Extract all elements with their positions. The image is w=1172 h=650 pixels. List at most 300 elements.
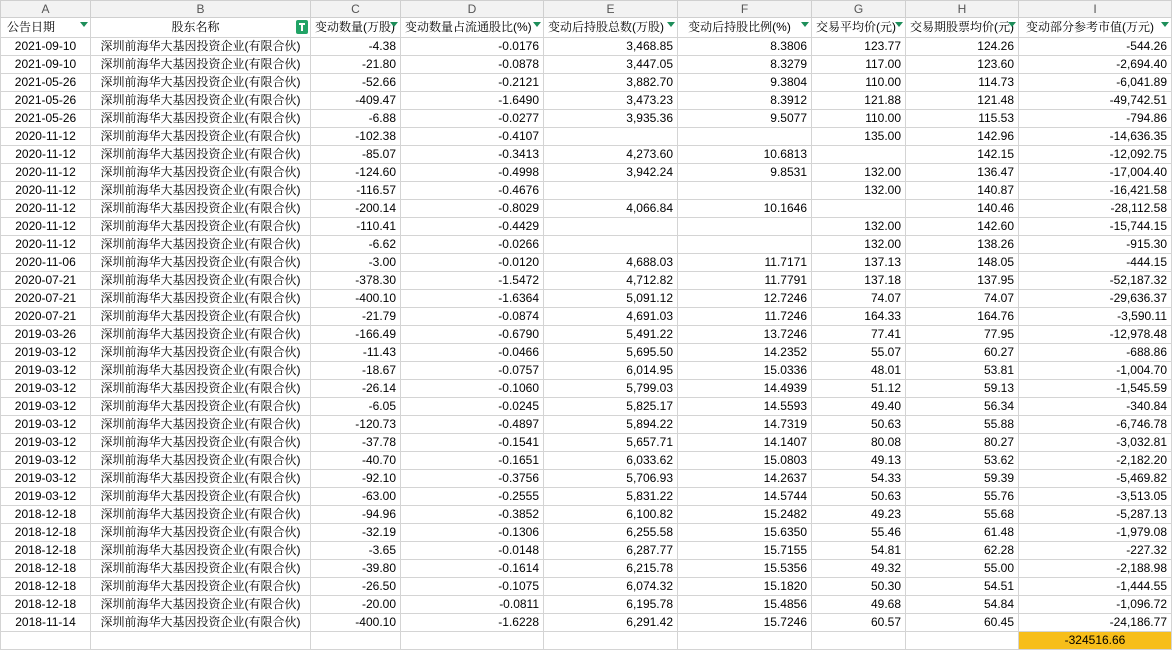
cell-change-qty[interactable]: -40.70 bbox=[311, 452, 401, 470]
total-sum-cell[interactable]: -324516.66 bbox=[1019, 632, 1172, 650]
cell-holder-name[interactable]: 深圳前海华大基因投资企业(有限合伙) bbox=[91, 488, 311, 506]
empty-cell[interactable] bbox=[1, 632, 91, 650]
cell-change-ratio[interactable]: -0.3756 bbox=[401, 470, 544, 488]
cell-change-ratio[interactable]: -0.0148 bbox=[401, 542, 544, 560]
cell-period-avg-price[interactable]: 74.07 bbox=[906, 290, 1019, 308]
cell-total-after[interactable]: 4,712.82 bbox=[544, 272, 678, 290]
cell-market-value[interactable]: -1,096.72 bbox=[1019, 596, 1172, 614]
cell-total-after[interactable]: 5,706.93 bbox=[544, 470, 678, 488]
cell-change-ratio[interactable]: -0.0120 bbox=[401, 254, 544, 272]
filter-dropdown-icon[interactable] bbox=[533, 22, 541, 27]
cell-holder-name[interactable]: 深圳前海华大基因投资企业(有限合伙) bbox=[91, 254, 311, 272]
cell-period-avg-price[interactable]: 142.60 bbox=[906, 218, 1019, 236]
cell-ratio-after[interactable]: 14.1407 bbox=[678, 434, 812, 452]
header-cell-avg-price[interactable] bbox=[812, 18, 906, 38]
cell-ratio-after[interactable]: 14.2352 bbox=[678, 344, 812, 362]
cell-holder-name[interactable]: 深圳前海华大基因投资企业(有限合伙) bbox=[91, 560, 311, 578]
cell-ratio-after[interactable]: 8.3912 bbox=[678, 92, 812, 110]
cell-change-qty[interactable]: -6.62 bbox=[311, 236, 401, 254]
cell-period-avg-price[interactable]: 62.28 bbox=[906, 542, 1019, 560]
cell-holder-name[interactable]: 深圳前海华大基因投资企业(有限合伙) bbox=[91, 182, 311, 200]
cell-ratio-after[interactable]: 14.7319 bbox=[678, 416, 812, 434]
cell-market-value[interactable]: -794.86 bbox=[1019, 110, 1172, 128]
cell-market-value[interactable]: -12,092.75 bbox=[1019, 146, 1172, 164]
cell-total-after[interactable]: 6,033.62 bbox=[544, 452, 678, 470]
cell-change-ratio[interactable]: -1.5472 bbox=[401, 272, 544, 290]
cell-period-avg-price[interactable]: 142.15 bbox=[906, 146, 1019, 164]
cell-change-ratio[interactable]: -0.6790 bbox=[401, 326, 544, 344]
cell-change-qty[interactable]: -378.30 bbox=[311, 272, 401, 290]
cell-period-avg-price[interactable]: 123.60 bbox=[906, 56, 1019, 74]
cell-market-value[interactable]: -6,041.89 bbox=[1019, 74, 1172, 92]
header-cell-change-qty[interactable] bbox=[311, 18, 401, 38]
cell-ratio-after[interactable]: 11.7791 bbox=[678, 272, 812, 290]
column-letter-g[interactable]: G bbox=[812, 1, 906, 18]
cell-total-after[interactable]: 5,831.22 bbox=[544, 488, 678, 506]
cell-change-qty[interactable]: -6.88 bbox=[311, 110, 401, 128]
cell-date[interactable]: 2021-05-26 bbox=[1, 74, 91, 92]
cell-market-value[interactable]: -1,979.08 bbox=[1019, 524, 1172, 542]
cell-change-ratio[interactable]: -0.1306 bbox=[401, 524, 544, 542]
cell-holder-name[interactable]: 深圳前海华大基因投资企业(有限合伙) bbox=[91, 164, 311, 182]
cell-avg-price[interactable]: 49.68 bbox=[812, 596, 906, 614]
cell-change-ratio[interactable]: -0.1651 bbox=[401, 452, 544, 470]
cell-avg-price[interactable]: 54.33 bbox=[812, 470, 906, 488]
cell-total-after[interactable]: 3,882.70 bbox=[544, 74, 678, 92]
cell-avg-price[interactable] bbox=[812, 200, 906, 218]
cell-period-avg-price[interactable]: 53.81 bbox=[906, 362, 1019, 380]
cell-change-ratio[interactable]: -1.6228 bbox=[401, 614, 544, 632]
cell-total-after[interactable]: 3,468.85 bbox=[544, 38, 678, 56]
cell-avg-price[interactable]: 132.00 bbox=[812, 218, 906, 236]
cell-date[interactable]: 2020-07-21 bbox=[1, 290, 91, 308]
cell-market-value[interactable]: -3,032.81 bbox=[1019, 434, 1172, 452]
cell-avg-price[interactable]: 80.08 bbox=[812, 434, 906, 452]
cell-market-value[interactable]: -1,444.55 bbox=[1019, 578, 1172, 596]
cell-change-qty[interactable]: -400.10 bbox=[311, 290, 401, 308]
cell-ratio-after[interactable]: 15.7246 bbox=[678, 614, 812, 632]
cell-market-value[interactable]: -688.86 bbox=[1019, 344, 1172, 362]
cell-period-avg-price[interactable]: 124.26 bbox=[906, 38, 1019, 56]
filter-dropdown-icon[interactable] bbox=[801, 22, 809, 27]
header-cell-period-avg-price[interactable] bbox=[906, 18, 1019, 38]
cell-avg-price[interactable]: 121.88 bbox=[812, 92, 906, 110]
cell-holder-name[interactable]: 深圳前海华大基因投资企业(有限合伙) bbox=[91, 416, 311, 434]
cell-holder-name[interactable]: 深圳前海华大基因投资企业(有限合伙) bbox=[91, 38, 311, 56]
cell-total-after[interactable]: 3,935.36 bbox=[544, 110, 678, 128]
cell-market-value[interactable]: -5,287.13 bbox=[1019, 506, 1172, 524]
cell-market-value[interactable]: -15,744.15 bbox=[1019, 218, 1172, 236]
cell-avg-price[interactable]: 49.40 bbox=[812, 398, 906, 416]
cell-total-after[interactable] bbox=[544, 236, 678, 254]
cell-ratio-after[interactable]: 9.3804 bbox=[678, 74, 812, 92]
header-cell-change-ratio[interactable] bbox=[401, 18, 544, 38]
cell-date[interactable]: 2018-11-14 bbox=[1, 614, 91, 632]
cell-ratio-after[interactable]: 15.4856 bbox=[678, 596, 812, 614]
cell-change-qty[interactable]: -400.10 bbox=[311, 614, 401, 632]
cell-change-ratio[interactable]: -0.8029 bbox=[401, 200, 544, 218]
cell-holder-name[interactable]: 深圳前海华大基因投资企业(有限合伙) bbox=[91, 56, 311, 74]
cell-period-avg-price[interactable]: 136.47 bbox=[906, 164, 1019, 182]
cell-period-avg-price[interactable]: 140.87 bbox=[906, 182, 1019, 200]
cell-total-after[interactable]: 3,942.24 bbox=[544, 164, 678, 182]
cell-holder-name[interactable]: 深圳前海华大基因投资企业(有限合伙) bbox=[91, 596, 311, 614]
cell-change-ratio[interactable]: -0.1614 bbox=[401, 560, 544, 578]
empty-cell[interactable] bbox=[91, 632, 311, 650]
column-letter-e[interactable]: E bbox=[544, 1, 678, 18]
cell-avg-price[interactable]: 110.00 bbox=[812, 74, 906, 92]
cell-period-avg-price[interactable]: 138.26 bbox=[906, 236, 1019, 254]
cell-change-ratio[interactable]: -0.4429 bbox=[401, 218, 544, 236]
cell-period-avg-price[interactable]: 54.51 bbox=[906, 578, 1019, 596]
cell-change-ratio[interactable]: -0.0811 bbox=[401, 596, 544, 614]
cell-date[interactable]: 2019-03-12 bbox=[1, 380, 91, 398]
filter-active-icon[interactable] bbox=[296, 20, 308, 34]
cell-holder-name[interactable]: 深圳前海华大基因投资企业(有限合伙) bbox=[91, 110, 311, 128]
cell-avg-price[interactable]: 123.77 bbox=[812, 38, 906, 56]
cell-total-after[interactable]: 4,273.60 bbox=[544, 146, 678, 164]
cell-total-after[interactable]: 4,691.03 bbox=[544, 308, 678, 326]
cell-holder-name[interactable]: 深圳前海华大基因投资企业(有限合伙) bbox=[91, 344, 311, 362]
cell-total-after[interactable]: 6,287.77 bbox=[544, 542, 678, 560]
cell-period-avg-price[interactable]: 115.53 bbox=[906, 110, 1019, 128]
cell-ratio-after[interactable] bbox=[678, 128, 812, 146]
cell-market-value[interactable]: -2,188.98 bbox=[1019, 560, 1172, 578]
cell-holder-name[interactable]: 深圳前海华大基因投资企业(有限合伙) bbox=[91, 506, 311, 524]
cell-ratio-after[interactable]: 14.4939 bbox=[678, 380, 812, 398]
cell-holder-name[interactable]: 深圳前海华大基因投资企业(有限合伙) bbox=[91, 362, 311, 380]
cell-market-value[interactable]: -14,636.35 bbox=[1019, 128, 1172, 146]
cell-change-ratio[interactable]: -0.0757 bbox=[401, 362, 544, 380]
column-letter-i[interactable]: I bbox=[1019, 1, 1172, 18]
cell-ratio-after[interactable]: 13.7246 bbox=[678, 326, 812, 344]
cell-avg-price[interactable]: 164.33 bbox=[812, 308, 906, 326]
cell-ratio-after[interactable]: 15.5356 bbox=[678, 560, 812, 578]
cell-avg-price[interactable]: 132.00 bbox=[812, 182, 906, 200]
cell-date[interactable]: 2018-12-18 bbox=[1, 506, 91, 524]
cell-avg-price[interactable]: 51.12 bbox=[812, 380, 906, 398]
cell-total-after[interactable]: 5,799.03 bbox=[544, 380, 678, 398]
cell-date[interactable]: 2019-03-12 bbox=[1, 398, 91, 416]
cell-period-avg-price[interactable]: 59.39 bbox=[906, 470, 1019, 488]
cell-date[interactable]: 2020-11-12 bbox=[1, 128, 91, 146]
cell-market-value[interactable]: -29,636.37 bbox=[1019, 290, 1172, 308]
header-cell-market-value[interactable] bbox=[1019, 18, 1172, 38]
cell-avg-price[interactable]: 110.00 bbox=[812, 110, 906, 128]
cell-market-value[interactable]: -227.32 bbox=[1019, 542, 1172, 560]
cell-ratio-after[interactable]: 8.3279 bbox=[678, 56, 812, 74]
cell-ratio-after[interactable]: 10.6813 bbox=[678, 146, 812, 164]
cell-change-qty[interactable]: -116.57 bbox=[311, 182, 401, 200]
cell-ratio-after[interactable]: 15.2482 bbox=[678, 506, 812, 524]
cell-avg-price[interactable]: 135.00 bbox=[812, 128, 906, 146]
cell-period-avg-price[interactable]: 77.95 bbox=[906, 326, 1019, 344]
cell-change-ratio[interactable]: -0.4107 bbox=[401, 128, 544, 146]
cell-market-value[interactable]: -28,112.58 bbox=[1019, 200, 1172, 218]
cell-market-value[interactable]: -444.15 bbox=[1019, 254, 1172, 272]
cell-period-avg-price[interactable]: 148.05 bbox=[906, 254, 1019, 272]
cell-holder-name[interactable]: 深圳前海华大基因投资企业(有限合伙) bbox=[91, 380, 311, 398]
cell-avg-price[interactable]: 55.46 bbox=[812, 524, 906, 542]
cell-period-avg-price[interactable]: 121.48 bbox=[906, 92, 1019, 110]
cell-change-ratio[interactable]: -0.0176 bbox=[401, 38, 544, 56]
filter-dropdown-icon[interactable] bbox=[667, 22, 675, 27]
cell-change-ratio[interactable]: -0.4676 bbox=[401, 182, 544, 200]
cell-avg-price[interactable]: 77.41 bbox=[812, 326, 906, 344]
cell-holder-name[interactable]: 深圳前海华大基因投资企业(有限合伙) bbox=[91, 524, 311, 542]
cell-total-after[interactable] bbox=[544, 182, 678, 200]
cell-ratio-after[interactable]: 10.1646 bbox=[678, 200, 812, 218]
cell-total-after[interactable]: 5,657.71 bbox=[544, 434, 678, 452]
cell-date[interactable]: 2019-03-12 bbox=[1, 470, 91, 488]
cell-holder-name[interactable]: 深圳前海华大基因投资企业(有限合伙) bbox=[91, 200, 311, 218]
cell-total-after[interactable]: 4,066.84 bbox=[544, 200, 678, 218]
cell-change-qty[interactable]: -3.65 bbox=[311, 542, 401, 560]
filter-dropdown-icon[interactable] bbox=[80, 22, 88, 27]
column-letter-f[interactable]: F bbox=[678, 1, 812, 18]
cell-avg-price[interactable]: 49.23 bbox=[812, 506, 906, 524]
cell-period-avg-price[interactable]: 61.48 bbox=[906, 524, 1019, 542]
cell-market-value[interactable]: -17,004.40 bbox=[1019, 164, 1172, 182]
cell-holder-name[interactable]: 深圳前海华大基因投资企业(有限合伙) bbox=[91, 128, 311, 146]
cell-market-value[interactable]: -915.30 bbox=[1019, 236, 1172, 254]
cell-change-qty[interactable]: -409.47 bbox=[311, 92, 401, 110]
cell-total-after[interactable]: 3,447.05 bbox=[544, 56, 678, 74]
cell-avg-price[interactable]: 54.81 bbox=[812, 542, 906, 560]
cell-change-qty[interactable]: -124.60 bbox=[311, 164, 401, 182]
cell-ratio-after[interactable]: 8.3806 bbox=[678, 38, 812, 56]
cell-date[interactable]: 2020-07-21 bbox=[1, 308, 91, 326]
cell-total-after[interactable]: 6,215.78 bbox=[544, 560, 678, 578]
cell-avg-price[interactable]: 117.00 bbox=[812, 56, 906, 74]
cell-holder-name[interactable]: 深圳前海华大基因投资企业(有限合伙) bbox=[91, 542, 311, 560]
cell-total-after[interactable]: 6,255.58 bbox=[544, 524, 678, 542]
cell-holder-name[interactable]: 深圳前海华大基因投资企业(有限合伙) bbox=[91, 92, 311, 110]
cell-period-avg-price[interactable]: 114.73 bbox=[906, 74, 1019, 92]
cell-change-ratio[interactable]: -0.4897 bbox=[401, 416, 544, 434]
cell-change-qty[interactable]: -32.19 bbox=[311, 524, 401, 542]
cell-change-qty[interactable]: -52.66 bbox=[311, 74, 401, 92]
cell-holder-name[interactable]: 深圳前海华大基因投资企业(有限合伙) bbox=[91, 326, 311, 344]
cell-total-after[interactable]: 6,014.95 bbox=[544, 362, 678, 380]
cell-market-value[interactable]: -3,590.11 bbox=[1019, 308, 1172, 326]
cell-date[interactable]: 2020-11-12 bbox=[1, 146, 91, 164]
cell-avg-price[interactable]: 48.01 bbox=[812, 362, 906, 380]
cell-change-ratio[interactable]: -0.3413 bbox=[401, 146, 544, 164]
cell-period-avg-price[interactable]: 59.13 bbox=[906, 380, 1019, 398]
cell-avg-price[interactable]: 137.13 bbox=[812, 254, 906, 272]
cell-date[interactable]: 2019-03-12 bbox=[1, 452, 91, 470]
cell-date[interactable]: 2019-03-12 bbox=[1, 362, 91, 380]
cell-date[interactable]: 2018-12-18 bbox=[1, 542, 91, 560]
cell-date[interactable]: 2019-03-12 bbox=[1, 434, 91, 452]
cell-avg-price[interactable]: 49.13 bbox=[812, 452, 906, 470]
cell-ratio-after[interactable] bbox=[678, 182, 812, 200]
cell-change-qty[interactable]: -166.49 bbox=[311, 326, 401, 344]
cell-date[interactable]: 2018-12-18 bbox=[1, 596, 91, 614]
column-letter-h[interactable]: H bbox=[906, 1, 1019, 18]
cell-change-ratio[interactable]: -0.0266 bbox=[401, 236, 544, 254]
cell-ratio-after[interactable]: 9.5077 bbox=[678, 110, 812, 128]
cell-market-value[interactable]: -16,421.58 bbox=[1019, 182, 1172, 200]
cell-date[interactable]: 2021-05-26 bbox=[1, 92, 91, 110]
cell-market-value[interactable]: -5,469.82 bbox=[1019, 470, 1172, 488]
cell-date[interactable]: 2019-03-12 bbox=[1, 416, 91, 434]
cell-date[interactable]: 2020-11-12 bbox=[1, 200, 91, 218]
cell-date[interactable]: 2020-11-12 bbox=[1, 164, 91, 182]
cell-change-qty[interactable]: -4.38 bbox=[311, 38, 401, 56]
cell-holder-name[interactable]: 深圳前海华大基因投资企业(有限合伙) bbox=[91, 218, 311, 236]
cell-avg-price[interactable]: 50.30 bbox=[812, 578, 906, 596]
cell-change-qty[interactable]: -39.80 bbox=[311, 560, 401, 578]
cell-date[interactable]: 2018-12-18 bbox=[1, 524, 91, 542]
cell-change-ratio[interactable]: -0.0277 bbox=[401, 110, 544, 128]
cell-market-value[interactable]: -340.84 bbox=[1019, 398, 1172, 416]
header-cell-announce-date[interactable] bbox=[1, 18, 91, 38]
cell-date[interactable]: 2019-03-26 bbox=[1, 326, 91, 344]
cell-date[interactable]: 2020-11-12 bbox=[1, 236, 91, 254]
cell-change-qty[interactable]: -21.80 bbox=[311, 56, 401, 74]
cell-total-after[interactable]: 6,291.42 bbox=[544, 614, 678, 632]
cell-holder-name[interactable]: 深圳前海华大基因投资企业(有限合伙) bbox=[91, 236, 311, 254]
cell-avg-price[interactable]: 55.07 bbox=[812, 344, 906, 362]
cell-ratio-after[interactable]: 15.7155 bbox=[678, 542, 812, 560]
cell-avg-price[interactable]: 50.63 bbox=[812, 488, 906, 506]
cell-avg-price[interactable]: 137.18 bbox=[812, 272, 906, 290]
cell-ratio-after[interactable]: 11.7246 bbox=[678, 308, 812, 326]
cell-market-value[interactable]: -52,187.32 bbox=[1019, 272, 1172, 290]
cell-holder-name[interactable]: 深圳前海华大基因投资企业(有限合伙) bbox=[91, 398, 311, 416]
column-letter-b[interactable]: B bbox=[91, 1, 311, 18]
cell-total-after[interactable]: 5,091.12 bbox=[544, 290, 678, 308]
filter-dropdown-icon[interactable] bbox=[1008, 22, 1016, 27]
empty-cell[interactable] bbox=[906, 632, 1019, 650]
cell-period-avg-price[interactable]: 80.27 bbox=[906, 434, 1019, 452]
cell-avg-price[interactable]: 132.00 bbox=[812, 236, 906, 254]
cell-holder-name[interactable]: 深圳前海华大基因投资企业(有限合伙) bbox=[91, 452, 311, 470]
cell-date[interactable]: 2021-09-10 bbox=[1, 38, 91, 56]
cell-holder-name[interactable]: 深圳前海华大基因投资企业(有限合伙) bbox=[91, 272, 311, 290]
cell-date[interactable]: 2018-12-18 bbox=[1, 560, 91, 578]
cell-total-after[interactable] bbox=[544, 128, 678, 146]
cell-date[interactable]: 2020-11-12 bbox=[1, 182, 91, 200]
cell-period-avg-price[interactable]: 55.68 bbox=[906, 506, 1019, 524]
cell-date[interactable]: 2021-09-10 bbox=[1, 56, 91, 74]
cell-market-value[interactable]: -1,004.70 bbox=[1019, 362, 1172, 380]
cell-total-after[interactable]: 5,825.17 bbox=[544, 398, 678, 416]
cell-change-qty[interactable]: -110.41 bbox=[311, 218, 401, 236]
cell-change-qty[interactable]: -20.00 bbox=[311, 596, 401, 614]
cell-market-value[interactable]: -1,545.59 bbox=[1019, 380, 1172, 398]
column-letter-d[interactable]: D bbox=[401, 1, 544, 18]
cell-total-after[interactable]: 6,195.78 bbox=[544, 596, 678, 614]
cell-change-ratio[interactable]: -0.2121 bbox=[401, 74, 544, 92]
cell-avg-price[interactable]: 74.07 bbox=[812, 290, 906, 308]
cell-avg-price[interactable]: 60.57 bbox=[812, 614, 906, 632]
cell-avg-price[interactable] bbox=[812, 146, 906, 164]
cell-holder-name[interactable]: 深圳前海华大基因投资企业(有限合伙) bbox=[91, 308, 311, 326]
empty-cell[interactable] bbox=[812, 632, 906, 650]
cell-period-avg-price[interactable]: 142.96 bbox=[906, 128, 1019, 146]
cell-market-value[interactable]: -12,978.48 bbox=[1019, 326, 1172, 344]
cell-change-qty[interactable]: -3.00 bbox=[311, 254, 401, 272]
cell-change-qty[interactable]: -200.14 bbox=[311, 200, 401, 218]
cell-date[interactable]: 2021-05-26 bbox=[1, 110, 91, 128]
cell-avg-price[interactable]: 49.32 bbox=[812, 560, 906, 578]
cell-total-after[interactable]: 5,491.22 bbox=[544, 326, 678, 344]
cell-avg-price[interactable]: 50.63 bbox=[812, 416, 906, 434]
cell-total-after[interactable] bbox=[544, 218, 678, 236]
cell-change-ratio[interactable]: -0.4998 bbox=[401, 164, 544, 182]
cell-holder-name[interactable]: 深圳前海华大基因投资企业(有限合伙) bbox=[91, 290, 311, 308]
cell-total-after[interactable]: 5,894.22 bbox=[544, 416, 678, 434]
cell-total-after[interactable]: 6,074.32 bbox=[544, 578, 678, 596]
cell-date[interactable]: 2018-12-18 bbox=[1, 578, 91, 596]
empty-cell[interactable] bbox=[678, 632, 812, 650]
cell-change-qty[interactable]: -63.00 bbox=[311, 488, 401, 506]
cell-period-avg-price[interactable]: 55.76 bbox=[906, 488, 1019, 506]
header-cell-total-after[interactable] bbox=[544, 18, 678, 38]
cell-change-qty[interactable]: -11.43 bbox=[311, 344, 401, 362]
cell-change-ratio[interactable]: -0.0874 bbox=[401, 308, 544, 326]
cell-market-value[interactable]: -6,746.78 bbox=[1019, 416, 1172, 434]
cell-date[interactable]: 2019-03-12 bbox=[1, 344, 91, 362]
cell-period-avg-price[interactable]: 137.95 bbox=[906, 272, 1019, 290]
cell-change-qty[interactable]: -102.38 bbox=[311, 128, 401, 146]
cell-holder-name[interactable]: 深圳前海华大基因投资企业(有限合伙) bbox=[91, 146, 311, 164]
cell-market-value[interactable]: -2,182.20 bbox=[1019, 452, 1172, 470]
filter-dropdown-icon[interactable] bbox=[1161, 22, 1169, 27]
column-letter-a[interactable]: A bbox=[1, 1, 91, 18]
empty-cell[interactable] bbox=[544, 632, 678, 650]
cell-period-avg-price[interactable]: 55.88 bbox=[906, 416, 1019, 434]
cell-change-ratio[interactable]: -0.0466 bbox=[401, 344, 544, 362]
cell-total-after[interactable]: 3,473.23 bbox=[544, 92, 678, 110]
empty-cell[interactable] bbox=[311, 632, 401, 650]
cell-change-qty[interactable]: -26.50 bbox=[311, 578, 401, 596]
cell-date[interactable]: 2020-11-12 bbox=[1, 218, 91, 236]
cell-holder-name[interactable]: 深圳前海华大基因投资企业(有限合伙) bbox=[91, 614, 311, 632]
filter-dropdown-icon[interactable] bbox=[895, 22, 903, 27]
cell-change-ratio[interactable]: -0.3852 bbox=[401, 506, 544, 524]
cell-holder-name[interactable]: 深圳前海华大基因投资企业(有限合伙) bbox=[91, 470, 311, 488]
cell-ratio-after[interactable]: 15.6350 bbox=[678, 524, 812, 542]
cell-ratio-after[interactable]: 11.7171 bbox=[678, 254, 812, 272]
cell-market-value[interactable]: -3,513.05 bbox=[1019, 488, 1172, 506]
cell-total-after[interactable]: 4,688.03 bbox=[544, 254, 678, 272]
cell-ratio-after[interactable] bbox=[678, 218, 812, 236]
cell-change-ratio[interactable]: -1.6490 bbox=[401, 92, 544, 110]
cell-market-value[interactable]: -49,742.51 bbox=[1019, 92, 1172, 110]
cell-market-value[interactable]: -544.26 bbox=[1019, 38, 1172, 56]
column-letter-c[interactable]: C bbox=[311, 1, 401, 18]
cell-total-after[interactable]: 6,100.82 bbox=[544, 506, 678, 524]
cell-change-ratio[interactable]: -0.1075 bbox=[401, 578, 544, 596]
cell-ratio-after[interactable]: 14.2637 bbox=[678, 470, 812, 488]
cell-ratio-after[interactable] bbox=[678, 236, 812, 254]
cell-change-qty[interactable]: -92.10 bbox=[311, 470, 401, 488]
cell-period-avg-price[interactable]: 56.34 bbox=[906, 398, 1019, 416]
cell-holder-name[interactable]: 深圳前海华大基因投资企业(有限合伙) bbox=[91, 74, 311, 92]
cell-period-avg-price[interactable]: 164.76 bbox=[906, 308, 1019, 326]
cell-market-value[interactable]: -24,186.77 bbox=[1019, 614, 1172, 632]
cell-change-qty[interactable]: -21.79 bbox=[311, 308, 401, 326]
cell-ratio-after[interactable]: 15.0803 bbox=[678, 452, 812, 470]
cell-market-value[interactable]: -2,694.40 bbox=[1019, 56, 1172, 74]
cell-date[interactable]: 2020-11-06 bbox=[1, 254, 91, 272]
cell-change-ratio[interactable]: -1.6364 bbox=[401, 290, 544, 308]
empty-cell[interactable] bbox=[401, 632, 544, 650]
